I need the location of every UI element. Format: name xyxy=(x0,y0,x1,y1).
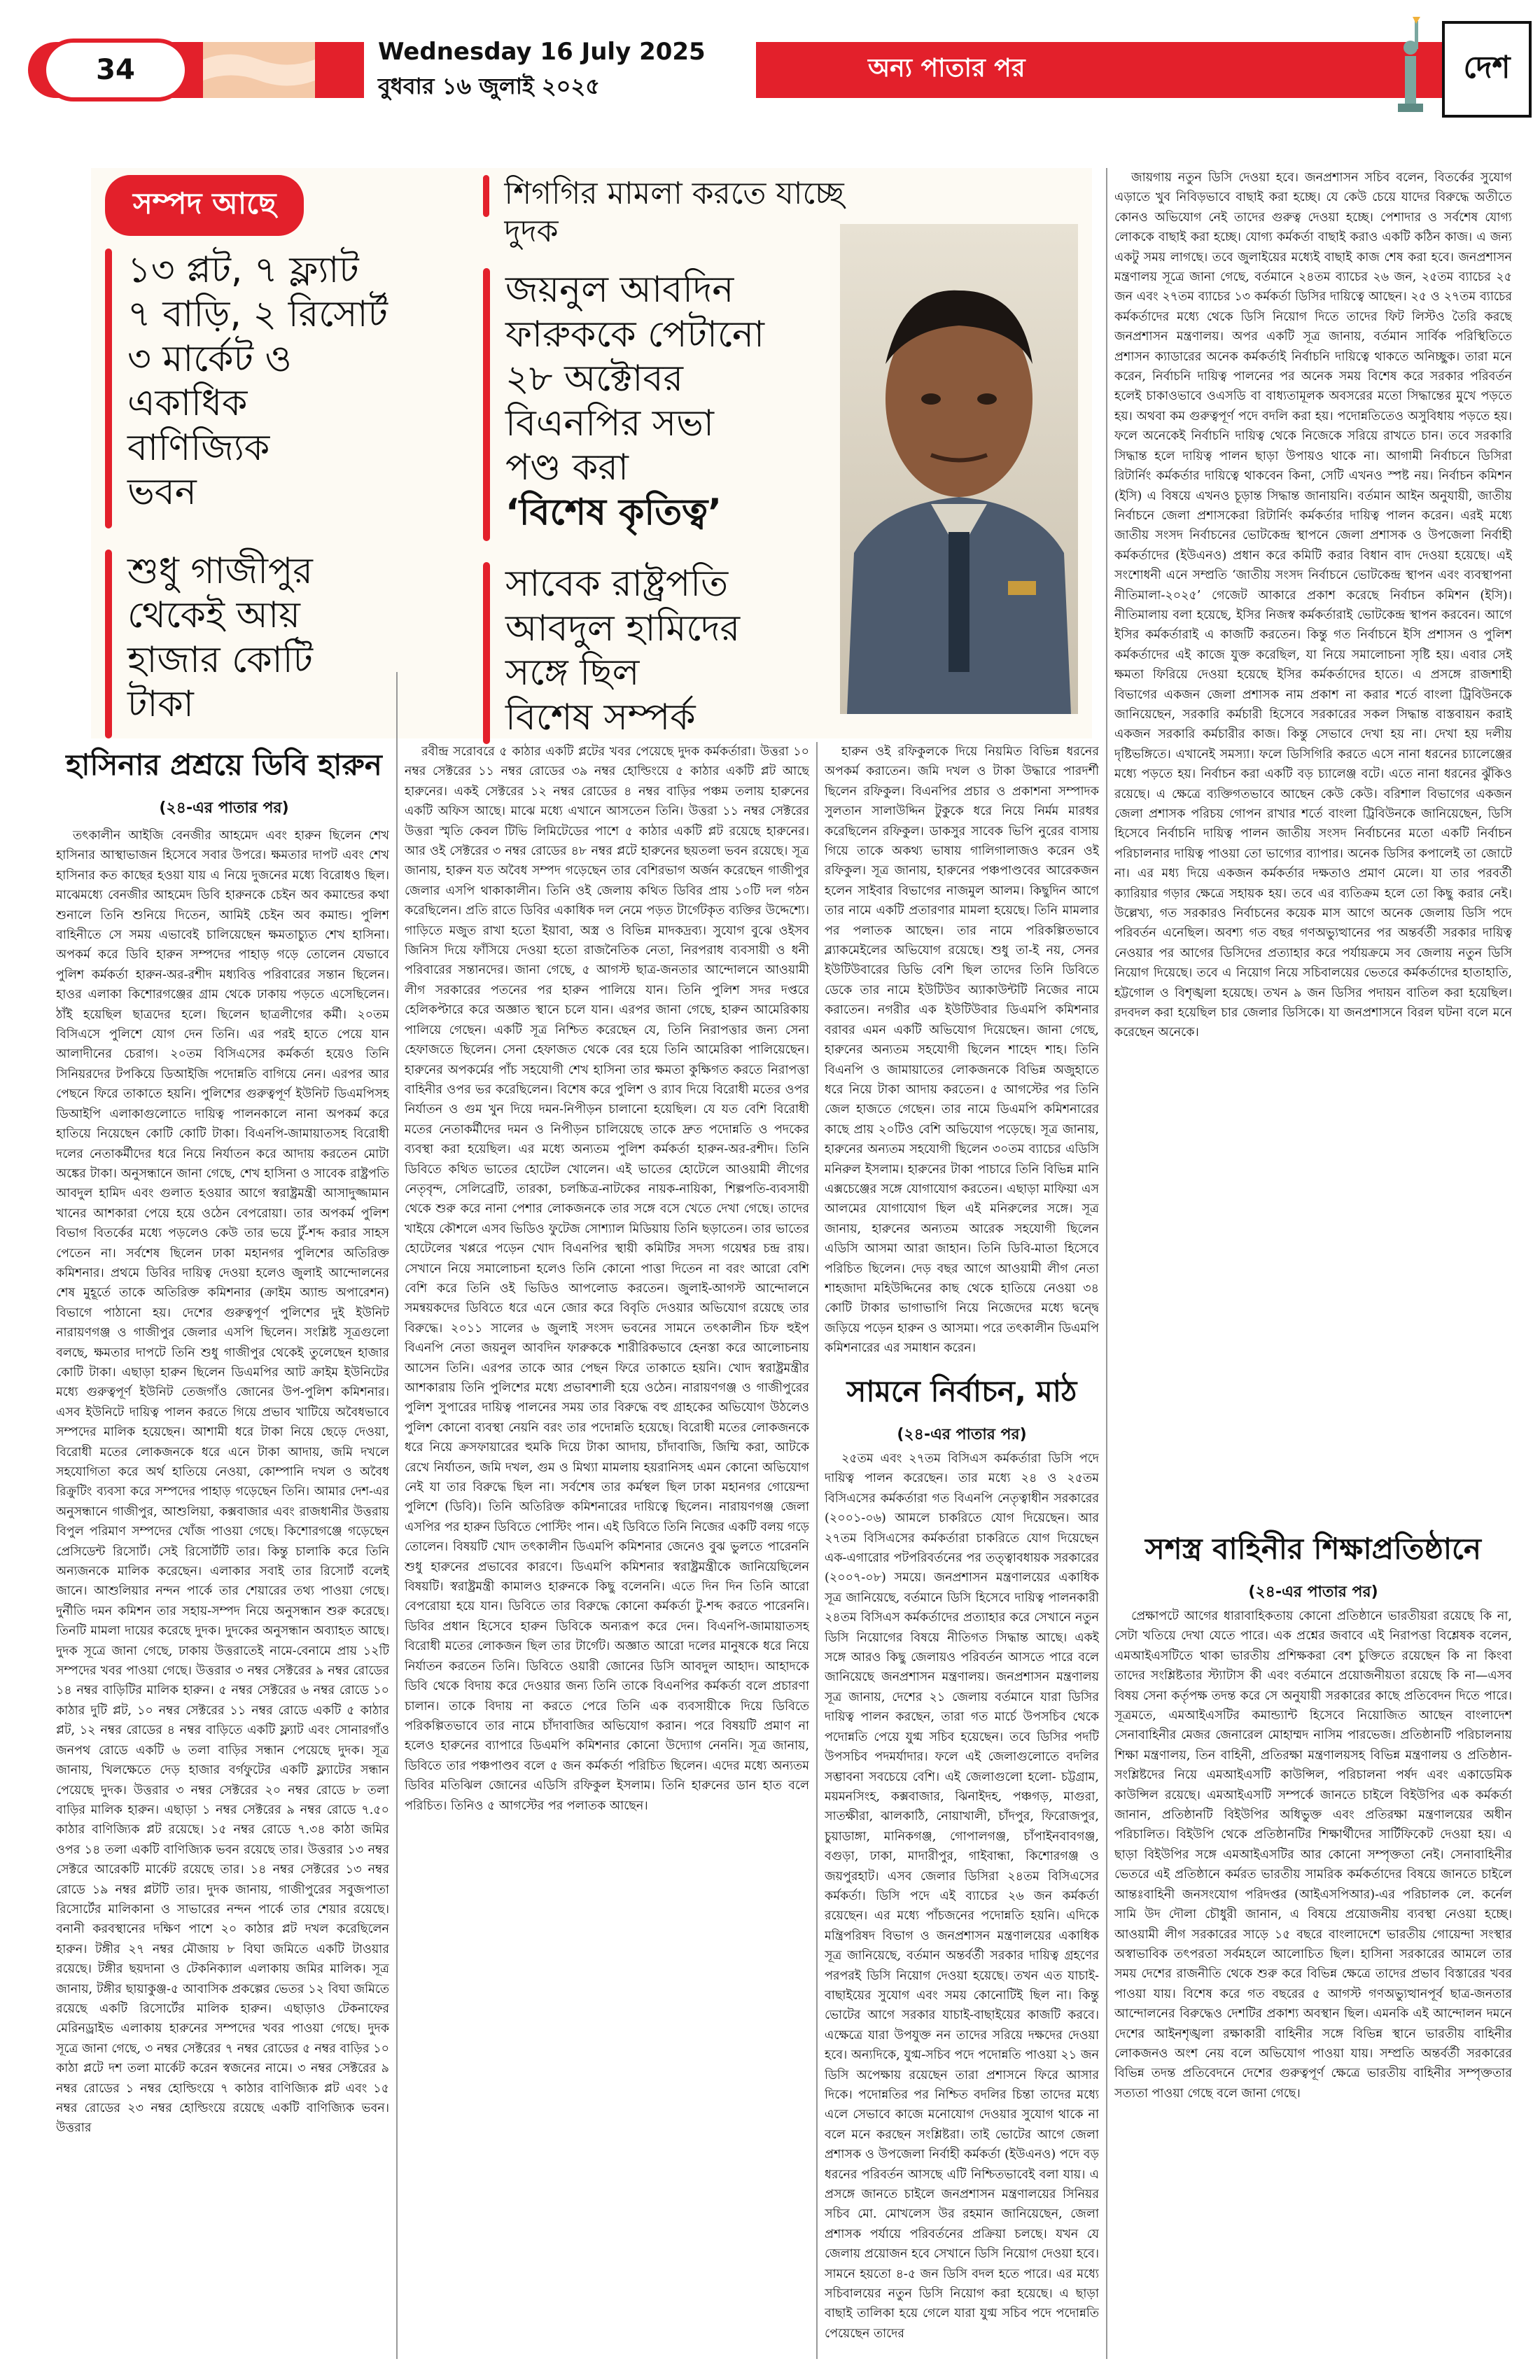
assets-rule xyxy=(105,248,112,528)
page-header xyxy=(0,0,1540,122)
assets-line: ৩ মার্কেট ও xyxy=(127,337,292,380)
income-line: টাকা xyxy=(127,683,194,726)
article-column xyxy=(56,826,389,2366)
newspaper-logo xyxy=(1442,21,1532,118)
logo-text: দেশ xyxy=(1463,49,1511,85)
relation-line: সঙ্গে ছিল xyxy=(505,652,640,694)
income-rule xyxy=(105,550,112,738)
date-bangla: বুধবার ১৬ জুলাই ২০২৫ xyxy=(378,73,601,99)
case-rule xyxy=(483,175,489,217)
assets-list xyxy=(127,248,388,528)
article-text: জায়গায় নতুন ডিসি দেওয়া হবে। জনপ্রশাসন সচিব বলেন, বিতর্কের সুযোগ এড়াতে খুব নিবিড়ভাবে বাছাই করা হচ্ছে। যে কেউ চেয়ে যাদের বিরুদ্ধে অতীতে কোনও অভিযোগ নেই তাদের গুরুত্ব দেওয়া হচ্ছে। পেশাদার ও সর্বশেষ যোগ্য লোককে বাছাই করা হচ্ছে। যোগ্য কর্মকর্তা বাছাই করাও একটি কঠিন কাজ। এ জন্য একটু সময় লাগছে। তবে জুলাইয়ের মধ্যেই বাছাই কাজ শেষ করা হবে। জনপ্রশাসন মন্ত্রণালয় সূত্রে জানা গেছে, বর্তমানে ২৪তম ব্যাচের ২৬ জন, ২৫তম ব্যাচের ২৫ জন এবং ২৭তম ব্যাচের ১৩ কর্মকর্তা ডিসির দায়িত্বে আছেন। ২৫ ও ২৭তম ব্যাচের কর্মকর্তাদের মধ্যে থেকে ডিসি নিয়োগ দিতে তাদের ফিট লিস্টও তৈরি করছে জনপ্রশাসন মন্ত্রণালয়। অপর একটি সূত্র জানায়, বর্তমান সার্বিক পরিস্থিতিতে প্রশাসন ক্যাডারের অনেক কর্মকর্তাই নির্বাচনি দায়িত্বে থাকতে অনিচ্ছুক। তারা মনে করেন, নির্বাচনি দায়িত্ব পালনের পর অনেক সময় বিশেষ করে সরকার পরিবর্তন হলেই চাকাওভাবে ওএসডি বা বাধ্যতামূলক অবসরের মতো সিদ্ধান্তের মুখে পড়তে হয়। অথবা কম গুরুত্বপূর্ণ পদে বদলি করা হয়। পদোন্নতিতেও অসুবিধায় পড়তে হয়। ফলে অনেকেই নির্বাচনি দায়িত্ব থেকে নিজেকে সরিয়ে রাখতে চান। তবে সরকারি সিদ্ধান্ত হলে দায়িত্ব পালন ছাড়া উপায়ও থাকে না। আগামী নির্বাচনে ডিসিরা রিটার্নিং কর্মকর্তার দায়িত্বে থাকবেন কিনা, সেটি এখনও স্পষ্ট নয়। নির্বাচন কমিশন (ইসি) এ বিষয়ে এখনও চূড়ান্ত সিদ্ধান্ত জানায়নি। বর্তমান আইন অনুযায়ী, জাতীয় নির্বাচনে জেলা প্রশাসকেরা রিটার্নিং কর্মকর্তার দায়িত্ব পালন করেন। এরই মধ্যে জাতীয় সংসদ নির্বাচনের ভোটকেন্দ্র স্থাপনে জেলা প্রশাসক ও উপজেলা নির্বাহী কর্মকর্তাদের (ইউএনও) প্রধান করে কমিটি করার বিধান বাদ দেওয়া হয়েছে। এই সংশোধনী এনে সম্প্রতি ‘জাতীয় সংসদ নির্বাচনে ভোটকেন্দ্র স্থাপন এবং ব্যবস্থাপনা নীতিমালা-২০২৫’ গেজেট আকারে প্রকাশ করেছে নির্বাচন কমিশন (ইসি)। নীতিমালায় বলা হয়েছে, ইসির নিজস্ব কর্মকর্তারাই ভোটকেন্দ্র স্থাপন করবেন। আগে ইসির কর্মকর্তারাই এ কাজটি করতেন। কিন্তু গত নির্বাচনে ইসি প্রশাসন ও পুলিশ কর্মকর্তাদের এই কাজে যুক্ত করেছিল, যা নিয়ে সমালোচনা সৃষ্টি হয়। এবার সেই ক্ষমতা ফিরিয়ে দেওয়া হয়েছে ইসির কর্মকর্তাদের হাতে। এ প্রসঙ্গে রাজশাহী বিভাগের একজন জেলা প্রশাসক নাম প্রকাশ না করার শর্তে বাংলা ট্রিবিউনকে জানিয়েছেন, সরকারি কর্মচারী হিসেবে সরকারের সকল সিদ্ধান্ত বাস্তবায়ন করাই একজন সরকারি কর্মচারীর কাজ। কিন্তু সেভাবে দেখা হয় না। দেখা হয় দলীয় দৃষ্টিভঙ্গিতে। এখানেই সমস্যা। ফলে ডিসিগিরি করতে এসে নানা ধরনের চ্যালেঞ্জের মধ্যে পড়তে হয়। নির্বাচন করা একটি বড় চ্যালেঞ্জ বটে। এতে নানা ধরনের ঝুঁকিও রয়েছে। এ ক্ষেত্রে ব্যক্তিগতভাবে আছেন কেউ কেউ। বরিশাল বিভাগের একজন জেলা প্রশাসক পরিচয় গোপন রাখার শর্তে বাংলা ট্রিবিউনকে জানিয়েছেন, ডিসি হিসেবে নির্বাচনি দায়িত্ব পালন জাতীয় সংসদ নির্বাচনের মতো একটি নির্বাচন পরিচালনার দায়িত্ব পাওয়া তো ভাগ্যের ব্যাপার। অনেক ডিসির কপালেই তা জোটে না। এর মধ্য দিয়ে একজন কর্মকর্তার দক্ষতাও প্রমাণ মেলে। যা তার পরবর্তী ক্যারিয়ার গড়ার ক্ষেত্রে সহায়ক হয়। তবে এর ব্যতিক্রম হলে তো কিছু করার নেই। উল্লেখ্য, গত সরকারও নির্বাচনের কয়েক মাস আগে অনেক জেলায় ডিসি পদে পরিবর্তন এনেছিল। অবশ্য গত বছর গণঅভ্যুত্থানের পর অন্তর্বর্তী সরকার দায়িত্ব নেওয়ার পর আগের ডিসিদের প্রত্যাহার করে পর্যায়ক্রমে সব জেলায় নতুন ডিসি নিয়োগ দিয়েছে। তবে এ নিয়োগ নিয়ে সচিবালয়ের ভেতরে কর্মকর্তাদের হাতাহাতি, হট্টগোল ও বিশৃঙ্খলা হয়েছে। তখন ৯ জন ডিসির পদায়ন বাতিল করা হয়েছিল। রদবদল করা হয়েছিল চার জেলার ডিসিকে। যা জনপ্রশাসনে বিরল ঘটনা বলে মনে করেছেন অনেকে। xyxy=(1114,171,1512,1040)
credit-line: জয়নুল আবদিন xyxy=(505,269,734,312)
credit-line: বিএনপির সভা xyxy=(505,402,714,444)
article-subtitle: (২৪-এর পাতার পর) xyxy=(1248,1583,1378,1601)
article-column xyxy=(825,742,1099,1358)
credit-rule xyxy=(483,268,490,541)
article-text: রবীন্দ্র সরোবরে ৫ কাঠার একটি প্লটের খবর পেয়েছে দুদক কর্মকর্তারা। উত্তরা ১০ নম্বর সেক্টরের ১১ নম্বর রোডের ৩৯ নম্বর হোল্ডিংয়ে ৫ কাঠার একটি প্লট আছে হারুনের। একই সেক্টরের ১২ নম্বর রোডের ৪ নম্বর বাড়ির পঞ্চম তলায় হারুনের একটি অফিস আছে। মাঝে মধ্যে এখানে আসতেন তিনি। উত্তরা ১১ নম্বর সেক্টরের উত্তরা স্মৃতি কেবল টিভি লিমিটেডের পাশে ৫ কাঠার একটি প্লট রয়েছে হারুনের। আর ওই সেক্টরের ৩ নম্বর রোডের ৪৮ নম্বর প্লটে হারুনের ছয়তলা ভবন রয়েছে। সূত্র জানায়, হারুন যত অবৈধ সম্পদ গড়েছেন তার বেশিরভাগ অর্জন করেছেন গাজীপুর জেলার এসপি থাকাকালীন। তিনি ওই জেলায় কথিত ডিবির প্রায় ১০টি দল গঠন করেছিলেন। প্রতি রাতে ডিবির একাধিক দল নেমে পড়ত টার্গেটকৃত ব্যক্তির উদ্দেশ্যে। গাড়িতে মজুত রাখা হতো ইয়াবা, অস্ত্র ও বিভিন্ন মাদকদ্রব্য। সুযোগ বুঝে ওইসব জিনিস দিয়ে ফাঁসিয়ে দেওয়া হতো রাজনৈতিক নেতা, নিরপরাধ ব্যবসায়ী ও ধনী পরিবারের সন্তানদের। জানা গেছে, ৫ আগস্ট ছাত্র-জনতার আন্দোলনে আওয়ামী লীগ সরকারের পতনের পর হারুন পালিয়ে যান। তিনি পুলিশ সদর দপ্তরে হেলিকপ্টারে করে অজ্ঞাত স্থানে চলে যান। এরপর জানা গেছে, হারুন আমেরিকায় পালিয়ে গেছেন। একটি সূত্র নিশ্চিত করেছেন যে, তিনি নিরাপত্তার জন্য সেনা হেফাজতে ছিলেন। সেনা হেফাজত থেকে বের হয়ে তিনি আমেরিকা পালিয়েছেন। হারুনের অপকর্মের পাঁচ সহযোগী শেখ হাসিনা তার ক্ষমতা কুক্ষিগত করতে নিরাপত্তা বাহিনীর ওপর ভর করেছিলেন। বিশেষ করে পুলিশ ও র‍্যাব দিয়ে বিরোধী মতের ওপর নির্যাতন ও গুম খুন দিয়ে দমন-নিপীড়ন চালানো হয়েছিল। যে যত বেশি বিরোধী মতের নেতাকর্মীদের দমন ও নিপীড়ন চালিয়েছে তাকে দ্রুত পদোন্নতি ও পদকের ব্যবস্থা করা হয়েছিল। এর মধ্যে অন্যতম পুলিশ কর্মকর্তা হারুন-অর-রশীদ। তিনি ডিবিতে কথিত ভাতের হোটেল খোলেন। এই ভাতের হোটেলে আওয়ামী লীগের নেতৃবৃন্দ, সেলিব্রেটি, তারকা, চলচ্চিত্র-নাটকের নায়ক-নায়িকা, শিল্পপতি-ব্যবসায়ী থেকে শুরু করে নানা পেশার লোকজনকে তার সঙ্গে বসে খেতে দেখা গেছে। তাদের খাইয়ে কৌশলে এসব ভিডিও ফুটেজ সোশ্যাল মিডিয়ায় তিনি ছড়াতেন। তার ভাতের হোটেলের খপ্পরে পড়েন খোদ বিএনপির স্থায়ী কমিটির সদস্য গয়েশ্বর চন্দ্র রায়। সেখানে নিয়ে সমালোচনা হলেও তিনি কোনো পাত্তা দিতেন না বরং আরো বেশি বেশি করে তিনি ওই ভিডিও আপলোড করতেন। জুলাই-আগস্ট আন্দোলনে সমন্বয়কদের ডিবিতে ধরে এনে জোর করে বিবৃতি দেওয়ার অভিযোগ রয়েছে তার বিরুদ্ধে। ২০১১ সালের ৬ জুলাই সংসদ ভবনের সামনে তৎকালীন চিফ হুইপ বিএনপি নেতা জয়নুল আবদিন ফারুককে শারীরিকভাবে হেনস্তা করে আলোচনায় আসেন তিনি। এরপর তাকে আর পেছন ফিরে তাকাতে হয়নি। খোদ স্বরাষ্ট্রমন্ত্রীর আশকারায় তিনি পুলিশের মধ্যে প্রভাবশালী হয়ে ওঠেন। নারায়ণগঞ্জ ও গাজীপুরের পুলিশ সুপারের দায়িত্ব পালনের সময় তার বিরুদ্ধে বহু গ্রাহকের অভিযোগ উঠলেও পুলিশ কোনো ব্যবস্থা নেয়নি বরং তার পদোন্নতি হয়েছে। বিরোধী মতের লোকজনকে ধরে নিয়ে ক্রসফায়ারের হুমকি দিয়ে টাকা আদায়, চাঁদাবাজি, জিম্মি করা, আটকে রেখে নির্যাতন, জমি দখল, গুম ও মিথ্যা মামলায় হয়রানিসহ এমন কোনো অভিযোগ নেই যা তার বিরুদ্ধে ছিল না। সর্বশেষ তার কর্মস্থল ছিল ঢাকা মহানগর গোয়েন্দা পুলিশে (ডিবি)। তিনি অতিরিক্ত কমিশনারের দায়িত্বে ছিলেন। নারায়ণগঞ্জ জেলা এসপির পর হারুন ডিবিতে পোস্টিং পান। এই ডিবিতে তিনি নিজের একটি বলয় গড়ে তোলেন। বিষয়টি খোদ তৎকালীন ডিএমপি কমিশনার জেনেও বুঝ ভুলতে পারেননি শুধু হারুনের প্রভাবের কারণে। ডিএমপি কমিশনার স্বরাষ্ট্রমন্ত্রীকে জানিয়েছিলেন বিষয়টি। স্বরাষ্ট্রমন্ত্রী কামালও হারুনকে কিছু বলেননি। এতে দিন দিন তিনি আরো বেপরোয়া হয়ে যান। ডিবিতে তার বিরুদ্ধে কোনো কর্মকর্তা টু-শব্দ করতে পারেননি। ডিবির প্রধান হিসেবে হারুন ডিবিকে অন্যরূপ করে দেন। বিএনপি-জামায়াতসহ বিরোধী মতের লোকজন ছিল তার টার্গেট। অজ্ঞাত আরো দলের মানুষকে ধরে নিয়ে নির্যাতন করতেন তিনি। ডিবিতে ওয়ারী জোনের ডিসি আবদুল আহাদ। আহাদকে ডিবি থেকে বিদায় করে দেওয়ার জন্য তিনি তাকে বিএনপির কর্মকর্তা বলে প্রচারণা চালান। তাকে বিদায় না করতে পেরে তিনি এক ব্যবসায়ীকে দিয়ে ডিবিতে পরিকল্পিতভাবে তার নামে চাঁদাবাজির অভিযোগ করান। পরে বিষয়টি প্রমাণ না হলেও হারুনের ব্যাপারে ডিএমপি কমিশনার কোনো উদ্যোগ নেননি। সূত্র জানায়, ডিবিতে তার পঞ্চপাণ্ডব বলে ৫ জন কর্মকর্তা পরিচিত ছিলেন। এদের মধ্যে অন্যতম ডিবির মতিঝিল জোনের এডিসি রফিকুল ইসলাম। তিনি হারুনের ডান হাত বলে পরিচিত। তিনিও ৫ আগস্টের পর পলাতক আছেন। xyxy=(405,745,809,1813)
article-election xyxy=(825,1368,1099,1452)
income-line: হাজার কোটি xyxy=(127,638,313,681)
credit-line: ‘বিশেষ কৃতিত্ব’ xyxy=(505,491,722,533)
portrait-photo xyxy=(840,224,1078,714)
assets-line: ১৩ প্লট, ৭ ফ্ল্যাট xyxy=(127,249,359,291)
article-title: সামনে নির্বাচন, মাঠ xyxy=(846,1374,1077,1408)
article-column xyxy=(1114,1606,1512,2366)
assets-pill: সম্পদ আছে xyxy=(105,175,304,236)
assets-line: ভবন xyxy=(127,471,197,514)
relation-line: সাবেক রাষ্ট্রপতি xyxy=(505,563,729,606)
article-text: তৎকালীন আইজি বেনজীর আহমেদ এবং হারুন ছিলেন শেখ হাসিনার আস্থাভাজন হিসেবে সবার উপরে। ক্ষমতার দাপট এবং শেখ হাসিনার কত কাছের হওয়া যায় এ নিয়ে দুজনের মধ্যে বিরোধও ছিল। মাঝেমধ্যে বেনজীর আহমেদ ডিবি হারুনকে চেইন অব কমান্ডের কথা শুনালে তিনি শুনিয়ে দিতেন, আমিই চেইন অব কমান্ড। পুলিশ বাহিনীতে সে সময় এভাবেই চালিয়েছেন ক্ষমতাচ্যুত শেখ হাসিনা। অপকর্ম করে ডিবি হারুন সম্পদের পাহাড় গড়ে তোলেন যেভাবে পুলিশ কর্মকর্তা হারুন-অর-রশীদ মধ্যবিত্ত পরিবারের সন্তান ছিলেন। হাওর এলাকা কিশোরগঞ্জের গ্রাম থেকে ঢাকায় পড়তে এসেছিলেন। ঠাঁই হয়েছিল ছাত্রদের হলে। ছিলেন ছাত্রলীগের কর্মী। ২০তম বিসিএসে পুলিশে যোগ দেন তিনি। এর পরই হাতে পেয়ে যান আলাদীনের চেরাগ। ২০তম বিসিএসের কর্মকর্তা হয়েও তিনি সিনিয়রদের টপকিয়ে ডিআইজি পদোন্নতি বাগিয়ে নেন। এরপর আর পেছনে ফিরে তাকাতে হয়নি। পুলিশের গুরুত্বপূর্ণ ইউনিট ডিএমপিসহ ডিআইপি এলাকাগুলোতে দায়িত্ব পালনকালে নানা অপকর্ম করে হাতিয়ে নিয়েছেন কোটি কোটি টাকা। বিএনপি-জামায়াতসহ বিরোধী দলের নেতাকর্মীদের ধরে নিয়ে নির্যাতন করে আদায় করতেন মোটা অঙ্কের টাকা। অনুসন্ধানে জানা গেছে, শেখ হাসিনা ও সাবেক রাষ্ট্রপতি আবদুল হামিদ এবং গুলাত হওয়ার আগে স্বরাষ্ট্রমন্ত্রী আসাদুজ্জামান খানের আশকারা পেয়ে হয়ে ওঠেন বেপরোয়া। তার অপকর্ম পুলিশ বিভাগ বিতর্কের মধ্যে পড়লেও কেউ তার ভয়ে টুঁ-শব্দ করার সাহস পেতেন না। সর্বশেষ ছিলেন ঢাকা মহানগর পুলিশের অতিরিক্ত কমিশনার। প্রথমে ডিবির দায়িত্ব দেওয়া হলেও জুলাই আন্দোলনের শেষ মুহূর্তে তাকে অতিরিক্ত কমিশনার (ক্রাইম অ্যান্ড অপারেশন) বিভাগে পাঠানো হয়। দেশের গুরুত্বপূর্ণ পুলিশের দুই ইউনিট নারায়ণগঞ্জ ও গাজীপুর জেলার এসপি ছিলেন। সংশ্লিষ্ট সূত্রগুলো বলছে, ক্ষমতার দাপটে তিনি শুধু গাজীপুর থেকেই তুলেছেন হাজার কোটি টাকা। এছাড়া হারুন ছিলেন ডিএমপির আট ক্রাইম ইউনিটের মধ্যে গুরুত্বপূর্ণ ইউনিট তেজগাঁও জোনের উপ-পুলিশ কমিশনার। এসব ইউনিটে দায়িত্ব পালন করতে গিয়ে প্রভাব খাটিয়ে অবৈধভাবে সম্পদের মালিক হয়েছেন। আশামী ধরে টাকা নিয়ে ছেড়ে দেওয়া, বিরোধী মতের লোকজনকে ধরে এনে টাকা আদায়, জমি দখলে সহযোগিতা করে অর্থ হাতিয়ে নেওয়া, কোম্পানি দখল ও অবৈধ রিক্রুটিং ব্যবসা করে সম্পদের পাহাড় গড়েছেন তিনি। আমার দেশ-এর অনুসন্ধানে গাজীপুর, আশুলিয়া, কক্সবাজার এবং রাজধানীর উত্তরায় বিপুল পরিমাণ সম্পদের খোঁজ পাওয়া গেছে। কিশোরগঞ্জে গড়েছেন প্রেসিডেন্ট রিসোর্ট। সেই রিসোর্টটি তার। কিন্তু চালাকি করে তিনি অন্যজনকে মালিক করেছেন। এলাকার সবাই তার রিসোর্ট বলেই জানে। আশুলিয়ার নন্দন পার্কে তার শেয়ারের তথ্য পাওয়া গেছে। দুর্নীতি দমন কমিশন তার সহায়-সম্পদ নিয়ে অনুসন্ধান শুরু করেছে। তিনটি মামলা দায়ের করেছে দুদক। দুদকের অনুসন্ধান অব্যাহত আছে। দুদক সূত্রে জানা গেছে, ঢাকায় উত্তরাতেই নামে-বেনামে প্রায় ১২টি সম্পদের খবর পাওয়া গেছে। উত্তরার ৩ নম্বর সেক্টরের ৯ নম্বর রোডের ১৪ নম্বর বাড়িটির মালিক হারুন। ৫ নম্বর সেক্টরের ৬ নম্বর রোডে ১০ কাঠার দুটি প্লট, ১০ নম্বর সেক্টরের ১১ নম্বর রোডে একটি ৫ কাঠার প্লট, ১২ নম্বর রোডের ৪ নম্বর বাড়িতে একটি ফ্ল্যাট এবং সোনারগাঁও জনপথ রোডে একটি ৬ তলা বাড়ির সন্ধান পেয়েছে দুদক। সূত্র জানায়, খিলক্ষেতে দেড় হাজার বর্গফুটের একটি ফ্ল্যাটের সন্ধান পেয়েছে দুদক। উত্তরার ৩ নম্বর সেক্টরের ২০ নম্বর রোডে ৮ তলা বাড়ির মালিক হারুন। এছাড়া ১ নম্বর সেক্টরের ৯ নম্বর রোডে ৭.৫০ কাঠার বাণিজ্যিক প্লট রয়েছে। ১৫ নম্বর রোডে ৭.৩৪ কাঠা জমির ওপর ১৪ তলা একটি বাণিজ্যিক ভবন রয়েছে তার। উত্তরার ১৩ নম্বর সেক্টরে আরেকটি মার্কেট রয়েছে তার। ১৪ নম্বর সেক্টরের ১৩ নম্বর রোডে ১৯ নম্বর প্লটটি তার। দুদক জানায়, গাজীপুরের সবুজপাতা রিসোর্টের মালিকানা ও সাভারের নন্দন পার্কে তার শেয়ার রয়েছে। বনানী করবস্থানের দক্ষিণ পাশে ২০ কাঠার প্লট দখল করেছিলেন হারুন। টঙ্গীর ২৭ নম্বর মৌজায় ৮ বিঘা জমিতে একটি টাওয়ার রয়েছে। টঙ্গীর ছয়দানা ও টেকনিক্যাল এলাকায় জমির মালিক। সূত্র জানায়, টঙ্গীর ছায়াকুঞ্জ-৫ আবাসিক প্রকল্পের ভেতর ১২ বিঘা জমিতে রয়েছে একটি রিসোর্টের মালিক হারুন। এছাড়াও টেকনাফের মেরিনড্রাইভ এলাকায় হারুনের সম্পদের খবর পাওয়া গেছে। দুদক সূত্রে জানা গেছে, ৩ নম্বর সেক্টরের ৭ নম্বর রোডের ৫ নম্বর বাড়ির ১০ কাঠা প্লটে দশ তলা মার্কেট করেন স্বজনের নামে। ৩ নম্বর সেক্টরের ৯ নম্বর রোডের ১ নম্বর হোল্ডিংয়ে ৭ কাঠার বাণিজ্যিক প্লট এবং ১৫ নম্বর রোডের ২৩ নম্বর হোল্ডিংয়ে রয়েছে একটি বাণিজ্যিক ভবন। উত্তরার xyxy=(56,829,389,2136)
article-subtitle: (২৪-এর পাতার পর) xyxy=(159,799,289,817)
article-title: সশস্ত্র বাহিনীর শিক্ষাপ্রতিষ্ঠানে xyxy=(1145,1532,1481,1566)
column-divider xyxy=(396,672,398,2359)
relation-line: বিশেষ সম্পর্ক xyxy=(505,696,696,738)
income-line: থেকেই আয় xyxy=(127,594,300,637)
credit-list xyxy=(505,268,764,541)
assets-line: ৭ বাড়ি, ২ রিসোর্ট xyxy=(127,293,388,336)
relation-line: আবদুল হামিদের xyxy=(505,607,741,650)
income-line: শুধু গাজীপুর xyxy=(127,550,313,592)
case-line: শিগগির মামলা করতে যাচ্ছে দুদক xyxy=(504,176,844,249)
date-box xyxy=(364,34,756,111)
column-divider xyxy=(816,742,818,2359)
relation-rule xyxy=(483,562,490,744)
date-english: Wednesday 16 July 2025 xyxy=(378,38,706,66)
article-column xyxy=(825,1449,1099,2366)
income-list xyxy=(127,550,313,738)
credit-line: ফারুককে পেটানো xyxy=(505,313,764,356)
assets-line: একাধিক xyxy=(127,382,248,425)
assets-column xyxy=(105,175,469,738)
details-column xyxy=(483,175,847,744)
article-column xyxy=(1114,168,1512,1512)
article-text: প্রেক্ষাপটে আগের ধারাবাহিকতায় কোনো প্রতিষ্ঠানে ভারতীয়রা রয়েছে কি না, সেটা খতিয়ে দেখা যেতে পারে। এক প্রশ্নের জবাবে এই নিরাপত্তা বিশ্লেষক বলেন, এমআইএসটিতে থাকা ভারতীয় প্রশিক্ষকরা বেশ চুক্তিতে রয়েছেন কি না কিংবা তাদের সংশ্লিষ্টতার স্ট্যাটাস কী এবং বর্তমানে প্রয়োজনীয়তা রয়েছে কি না—এসব বিষয় সেনা কর্তৃপক্ষ তদন্ত করে সে অনুযায়ী সরকারের কাছে প্রতিবেদন দিতে পারে। সূত্রমতে, এমআইএসটির কমান্ড্যান্ট হিসেবে নিয়োজিত আছেন বাংলাদেশ সেনাবাহিনীর মেজর জেনারেল মোহাম্মদ নাসিম পারভেজ। প্রতিষ্ঠানটি পরিচালনায় শিক্ষা মন্ত্রণালয়, তিন বাহিনী, প্রতিরক্ষা মন্ত্রণালয়সহ বিভিন্ন মন্ত্রণালয় ও প্রতিষ্ঠান-সংশ্লিষ্টদের নিয়ে এমআইএসটি কাউন্সিল, পরিচালনা পর্ষদ এবং একাডেমিক কাউন্সিল রয়েছে। এমআইএসটি সম্পর্কে জানতে চাইলে বিইউপির এক কর্মকর্তা জানান, প্রতিষ্ঠানটি বিইউপির অধিভুক্ত এবং প্রতিরক্ষা মন্ত্রণালয়ের অধীন পরিচালিত। বিইউপি থেকে প্রতিষ্ঠানটির শিক্ষার্থীদের সার্টিফিকেট দেওয়া হয়। এ ছাড়া বিইউপির সঙ্গে এমআইএসটির আর কোনো সম্পৃক্ততা নেই। সেনাবাহিনীর ভেতরে এই প্রতিষ্ঠানে কর্মরত ভারতীয় সামরিক কর্মকর্তাদের বিষয়ে জানতে চাইলে আন্তঃবাহিনী জনসংযোগ পরিদপ্তর (আইএসপিআর)-এর পরিচালক লে. কর্নেল সামি উদ দৌলা চৌধুরী জানান, এ বিষয়ে প্রয়োজনীয় ব্যবস্থা নেওয়া হচ্ছে। আওয়ামী লীগ সরকারের সাড়ে ১৫ বছরে বাংলাদেশে ভারতীয় গোয়েন্দা সংস্থার অস্বাভাবিক তৎপরতা সর্বমহলে আলোচিত ছিল। হাসিনা সরকারের আমলে তার সময় দেশের রাজনীতি থেকে শুরু করে বিভিন্ন ক্ষেত্রে তাদের প্রভাব বিস্তারের খবর পাওয়া যায়। বিশেষ করে গত বছরের ৫ আগস্ট গণঅভ্যুত্থানপূর্ব ছাত্র-জনতার আন্দোলনের বিরুদ্ধেও দেশটির প্রকাশ্য অবস্থান ছিল। এমনকি এই আন্দোলন দমনে দেশের আইনশৃঙ্খলা রক্ষাকারী বাহিনীর সঙ্গে বিভিন্ন স্থানে ভারতীয় বাহিনীর লোকজনও অংশ নেয় বলে অভিযোগ পাওয়া যায়। সম্প্রতি অন্তর্বর্তী সরকারের বিভিন্ন তদন্ত প্রতিবেদনে দেশের গুরুত্বপূর্ণ ক্ষেত্রে ভারতীয় বাহিনীর সম্পৃক্ততার সত্যতা পাওয়া গেছে বলে জানা গেছে। xyxy=(1114,1609,1512,2101)
flag-decoration-icon xyxy=(203,31,315,108)
assets-line: বাণিজ্যিক xyxy=(127,426,270,469)
page-number: 34 xyxy=(42,38,189,102)
article-armed-forces xyxy=(1114,1526,1512,1610)
article-title: হাসিনার প্রশ্রয়ে ডিবি হারুন xyxy=(66,748,382,782)
credit-line: ২৮ অক্টোবর xyxy=(505,358,684,400)
column-divider xyxy=(1106,168,1107,2359)
credit-line: পণ্ড করা xyxy=(505,447,629,489)
relation-list xyxy=(505,562,740,744)
article-column xyxy=(405,742,809,2366)
article-subtitle: (২৪-এর পাতার পর) xyxy=(897,1426,1027,1443)
section-label: অন্য পাতার পর xyxy=(868,54,1026,83)
statue-of-liberty-icon xyxy=(1390,14,1432,112)
article-text: হারুন ওই রফিকুলকে দিয়ে নিয়মিত বিভিন্ন ধরনের অপকর্ম করাতেন। জমি দখল ও টাকা উদ্ধারে পারদর্শী ছিলেন রফিকুল। বিএনপির প্রচার ও প্রকাশনা সম্পাদক সুলতান সালাউদ্দিন টুকুকে ধরে নিয়ে নির্মম মারধর করেছিলেন রফিকুল। ডাকসুর সাবেক ভিপি নুরের বাসায় গিয়ে তাকে অকথ্য ভাষায় গালিগালাজও করেন ওই রফিকুল। সূত্র জানায়, হারুনের পঞ্চপাণ্ডবের আরেকজন হলেন সাইবার বিভাগের নাজমুল আলম। কিছুদিন আগে তার নামে একটি প্রতারণার মামলা হয়েছে। তিনি মামলার পর পলাতক আছেন। তার নামে পরিকল্পিতভাবে ব্ল্যাকমেইলের অভিযোগ রয়েছে। শুধু তা-ই নয়, সেনর ইউটিউবারের ডিভি বেশি ছিল তাদের তিনি ডিবিতে ডেকে তার নামে ইউটিউব অ্যাকাউন্টটি নিজের নামে করাতেন। নগরীর এক ইউটিউবার ডিএমপি কমিশনার বরাবর এমন একটি অভিযোগ দিয়েছেন। জানা গেছে, হারুনের অন্যতম সহযোগী ছিলেন শাহেদ শাহ। তিনি বিএনপি ও জামায়াতের লোকজনকে বিভিন্ন অজুহাতে ধরে নিয়ে টাকা আদায় করতেন। ৫ আগস্টের পর তিনি জেল হাজতে গেছেন। তার নামে ডিএমপি কমিশনারের কাছে প্রায় ২০টিও বেশি অভিযোগ পড়েছে। সূত্র জানায়, হারুনের অন্যতম সহযোগী ছিলেন ৩০তম ব্যাচের এডিসি মনিরুল ইসলাম। হারুনের টাকা পাচারে তিনি বিভিন্ন মানি এক্সচেঞ্জের সঙ্গে যোগাযোগ করতেন। এছাড়া মাফিয়া এস আলমের যোগাযোগ ছিল এই মনিরুলের সঙ্গে। সূত্র জানায়, হারুনের অন্যতম আরেক সহযোগী ছিলেন এডিসি আসমা আরা জাহান। তিনি ডিবি-মাতা হিসেবে পরিচিত ছিলেন। দেড় বছর আগে আওয়ামী লীগ নেতা শাহজাদা মহিউদ্দিনের কাছ থেকে হাতিয়ে নেওয়া ৩৪ কোটি টাকার ভাগাভাগি নিয়ে নিজেদের মধ্যে দ্বন্দ্বে জড়িয়ে পড়েন হারুন ও আসমা। পরে তৎকালীন ডিএমপি কমিশনারের এর সমাধান করেন। xyxy=(825,745,1099,1356)
article-text: ২৫তম এবং ২৭তম বিসিএস কর্মকর্তারা ডিসি পদে দায়িত্ব পালন করেছেন। তার মধ্যে ২৪ ও ২৫তম বিসিএসের কর্মকর্তারা গত বিএনপি নেতৃত্বাধীন সরকারের (২০০১-০৬) আমলে চাকরিতে যোগ দিয়েছেন। আর ২৭তম বিসিএসের কর্মকর্তারা চাকরিতে যোগ দিয়েছেন এক-এগারোর পটপরিবর্তনের পর তত্ত্বাবধায়ক সরকারের (২০০৭-০৮) সময়ে। জনপ্রশাসন মন্ত্রণালয়ের একাধিক সূত্র জানিয়েছে, বর্তমানে ডিসি হিসেবে দায়িত্ব পালনকারী ২৪তম বিসিএস কর্মকর্তাদের প্রত্যাহার করে সেখানে নতুন ডিসি নিয়োগের বিষয়ে নীতিগত সিদ্ধান্ত আছে। একই সঙ্গে আরও কিছু জেলায়ও পরিবর্তন আসতে পারে বলে জানিয়েছে জনপ্রশাসন মন্ত্রণালয়। জনপ্রশাসন মন্ত্রণালয় সূত্র জানায়, দেশের ২১ জেলায় বর্তমানে যারা ডিসির দায়িত্ব পালন করছেন, তারা গত মার্চে উপসচিব থেকে পদোন্নতি পেয়ে যুগ্ম সচিব হয়েছেন। তবে ডিসির পদটি উপসচিব পদমর্যাদার। ফলে এই জেলাগুলোতে বদলির সম্ভাবনা সবচেয়ে বেশি। এই জেলাগুলো হলো- চট্টগ্রাম, ময়মনসিংহ, কক্সবাজার, ঝিনাইদহ, পঞ্চগড়, মাগুরা, সাতক্ষীরা, ঝালকাঠি, নোয়াখালী, চাঁদপুর, ফিরোজপুর, চুয়াডাঙ্গা, মানিকগঞ্জ, গোপালগঞ্জ, চাঁপাইনবাবগঞ্জ, বগুড়া, ঢাকা, মাদারীপুর, গাইবান্ধা, কিশোরগঞ্জ ও জয়পুরহাট। এসব জেলার ডিসিরা ২৪তম বিসিএসের কর্মকর্তা। ডিসি পদে এই ব্যাচের ২৬ জন কর্মকর্তা রয়েছেন। এর মধ্যে পাঁচজনের পদোন্নতি হয়নি। এদিকে মন্ত্রিপরিষদ বিভাগ ও জনপ্রশাসন মন্ত্রণালয়ের একাধিক সূত্র জানিয়েছে, বর্তমান অন্তর্বর্তী সরকার দায়িত্ব গ্রহণের পরপরই ডিসি নিয়োগ দেওয়া হয়েছে। তখন এত যাচাই-বাছাইয়ের সুযোগ এবং সময় কোনোটিই ছিল না। কিন্তু ভোটের আগে সরকার যাচাই-বাছাইয়ের কাজটি করবে। এক্ষেত্রে যারা উপযুক্ত নন তাদের সরিয়ে দক্ষদের দেওয়া হবে। অন্যদিকে, যুগ্ম-সচিব পদে পদোন্নতি পাওয়া ২১ জন ডিসি অপেক্ষায় রয়েছেন তারা প্রশাসনে ফিরে আসার দিকে। পদোন্নতির পর নিশ্চিত বদলির চিন্তা তাদের মধ্যে এলে সেভাবে কাজে মনোযোগ দেওয়ার সুযোগ থাকে না বলে মনে করছেন সংশ্লিষ্টরা। তাই ভোটের আগে জেলা প্রশাসক ও উপজেলা নির্বাহী কর্মকর্তা (ইউএনও) পদে বড় ধরনের পরিবর্তন আসছে এটি নিশ্চিতভাবেই বলা যায়। এ প্রসঙ্গে জানতে চাইলে জনপ্রশাসন মন্ত্রণালয়ের সিনিয়র সচিব মো. মোখলেস উর রহমান জানিয়েছেন, জেলা প্রশাসক পর্যায়ে পরিবর্তনের প্রক্রিয়া চলছে। যখন যে জেলায় প্রয়োজন হবে সেখানে ডিসি নিয়োগ দেওয়া হবে। সামনে হয়তো ৪-৫ জন ডিসি বদল হতে পারে। এর মধ্যে সচিবালয়ের নতুন ডিসি নিয়োগ করা হয়েছে। এ ছাড়া বাছাই তালিকা হয়ে গেলে যারা যুগ্ম সচিব পদে পদোন্নতি পেয়েছেন তাদের xyxy=(825,1452,1099,2341)
